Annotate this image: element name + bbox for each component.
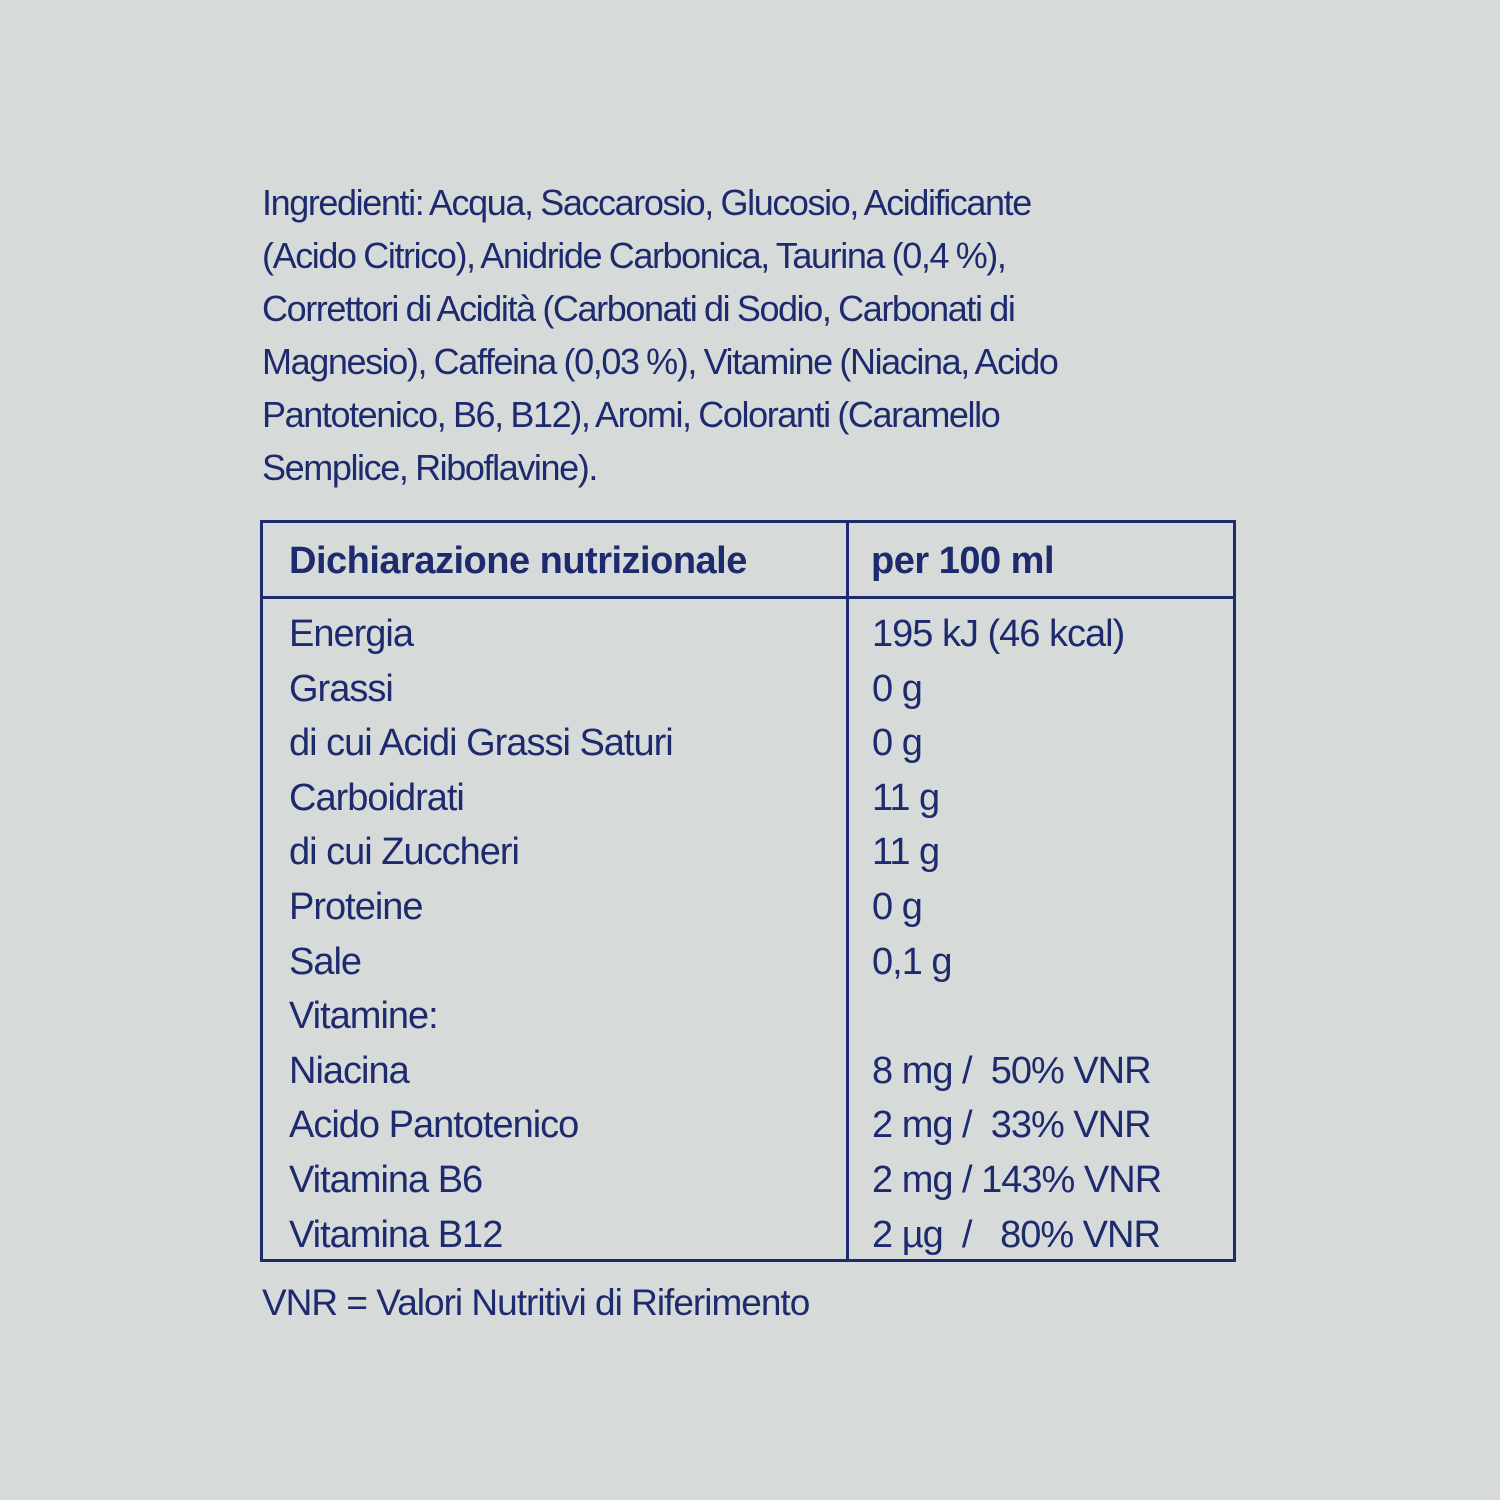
- row-label: di cui Acidi Grassi Saturi: [289, 722, 673, 765]
- ingredients-line: (Acido Citrico), Anidride Carbonica, Taurina (0,4 %),: [262, 235, 1006, 276]
- row-value: 0 g: [872, 722, 922, 765]
- table-row: [263, 880, 1233, 935]
- table-row: [263, 1208, 1233, 1263]
- row-label: Carboidrati: [289, 776, 464, 819]
- ingredients-text: [262, 176, 1262, 494]
- table-row: [263, 989, 1233, 1044]
- header-divider: [263, 596, 1233, 599]
- footnote-vnr: VNR = Valori Nutritivi di Riferimento: [262, 1282, 810, 1323]
- row-label: Sale: [289, 940, 362, 983]
- row-value: 0,1 g: [872, 940, 952, 983]
- row-label: Proteine: [289, 885, 423, 928]
- ingredients-line: Pantotenico, B6, B12), Aromi, Coloranti (Caramello: [262, 394, 1000, 435]
- ingredients-line: Ingredienti: Acqua, Saccarosio, Glucosio, Acidificante: [262, 182, 1031, 223]
- row-value: 0 g: [872, 885, 922, 928]
- ingredients-line: Magnesio), Caffeina (0,03 %), Vitamine (Niacina, Acido: [262, 341, 1058, 382]
- table-row: [263, 607, 1233, 662]
- row-label: Grassi: [289, 667, 393, 710]
- row-label: di cui Zuccheri: [289, 831, 519, 874]
- ingredients-line: Semplice, Riboflavine).: [262, 447, 597, 488]
- table-header-nutrition: Dichiarazione nutrizionale: [289, 540, 747, 582]
- row-label: Niacina: [289, 1049, 409, 1092]
- row-label: Vitamina B12: [289, 1213, 503, 1256]
- row-value: 0 g: [872, 667, 922, 710]
- row-value: 11 g: [872, 776, 940, 819]
- row-label: Vitamine:: [289, 995, 438, 1038]
- nutrition-table: [260, 520, 1236, 1262]
- row-value: 2 mg / 33% VNR: [872, 1104, 1151, 1147]
- row-label: Vitamina B6: [289, 1158, 483, 1201]
- table-row: [263, 716, 1233, 771]
- row-label: Energia: [289, 613, 413, 655]
- ingredients-line: Correttori di Acidità (Carbonati di Sodio, Carbonati di: [262, 288, 1015, 329]
- row-value: 8 mg / 50% VNR: [872, 1049, 1151, 1092]
- row-label: Acido Pantotenico: [289, 1104, 579, 1147]
- row-value: 2 mg / 143% VNR: [872, 1158, 1162, 1201]
- table-body: [263, 607, 1233, 1262]
- table-row: [263, 1153, 1233, 1208]
- row-value: 2 µg / 80% VNR: [872, 1213, 1160, 1256]
- table-row: [263, 771, 1233, 826]
- table-header-per-100ml: per 100 ml: [871, 540, 1054, 582]
- table-row: [263, 1044, 1233, 1099]
- table-row: [263, 935, 1233, 990]
- table-row: [263, 825, 1233, 880]
- table-row: [263, 1098, 1233, 1153]
- row-value: 195 kJ (46 kcal): [872, 613, 1125, 655]
- row-value: 11 g: [872, 831, 940, 874]
- table-row: [263, 662, 1233, 717]
